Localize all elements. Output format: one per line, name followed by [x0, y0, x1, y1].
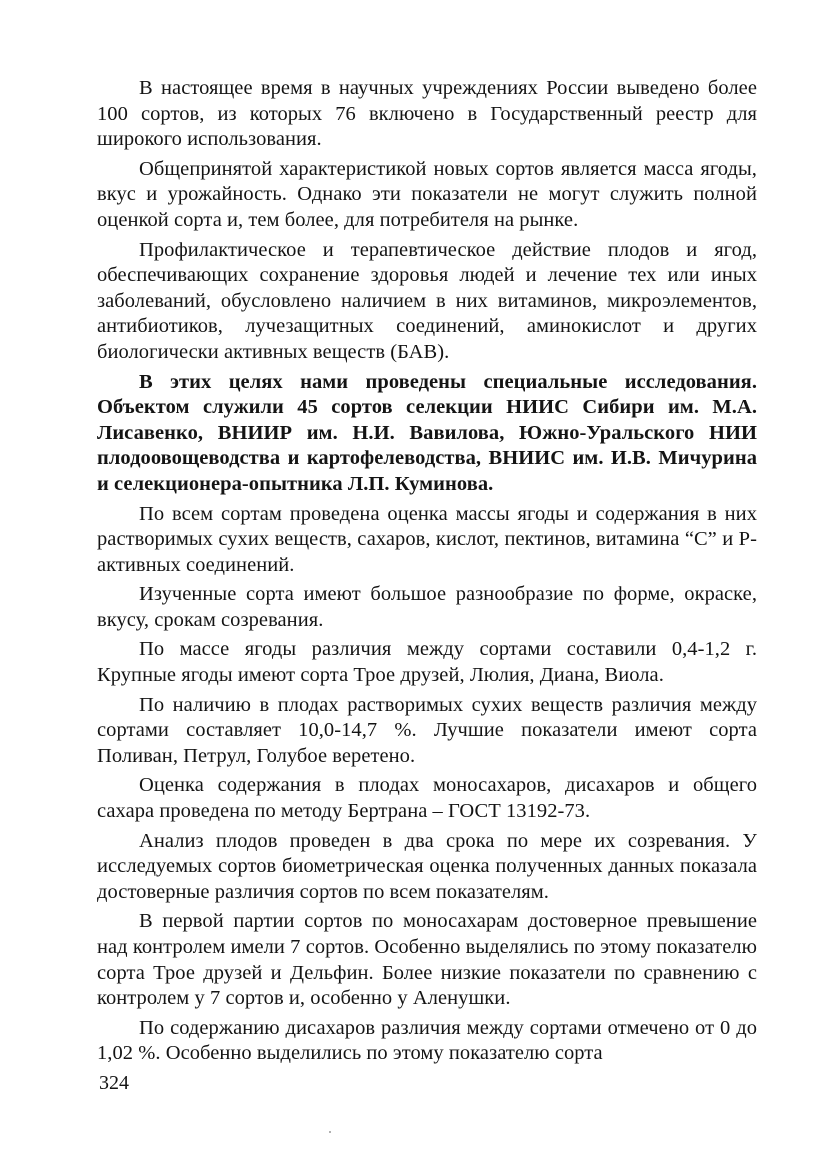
page-number: 324	[99, 1072, 129, 1094]
paragraph: Профилактическое и терапевтическое действие плодов и ягод, обеспечивающих сохранение здоровья людей и лечение тех или иных заболеваний, обусловлено наличием в них витаминов, микроэлементов, антибиотиков, лучезащитных соединений, аминокислот и других биологически активных веществ (БАВ).	[97, 238, 757, 363]
paragraph: По всем сортам проведена оценка массы ягоды и содержания в них растворимых сухих веществ, сахаров, кислот, пектинов, витамина “С” и Р-активных соединений.	[97, 502, 757, 576]
paragraph: По наличию в плодах растворимых сухих веществ различия между сортами составляет 10,0-14,7 %. Лучшие показатели имеют сорта Поливан, Петрул, Голубое веретено.	[97, 693, 757, 767]
paragraph: Изученные сорта имеют большое разнообразие по форме, окраске, вкусу, срокам созревания.	[97, 583, 757, 631]
paragraph: По содержанию дисахаров различия между сортами отмечено от 0 до 1,02 %. Особенно выделились по этому показателю сорта	[97, 1016, 757, 1065]
scan-speck	[329, 1131, 331, 1133]
paragraph: В настоящее время в научных учреждениях России выведено более 100 сортов, из которых 76 включено в Государственный реестр для широкого использования.	[97, 77, 757, 151]
paragraph: Оценка содержания в плодах моносахаров, дисахаров и общего сахара проведена по методу Бертрана – ГОСТ 13192-73.	[97, 774, 757, 823]
document-page	[97, 76, 757, 1071]
paragraph-bold: В этих целях нами проведены специальные исследования. Объектом служили 45 сортов селекции НИИС Сибири им. М.А. Лисавенко, ВНИИР им. Н.И. Вавилова, Южно-Уральского НИИ плодоовощеводства и картофелеводства, ВНИИС им. И.В. Мичурина и селекционера-опытника Л.П. Куминова.	[97, 370, 757, 495]
paragraph: В первой партии сортов по моносахарам достоверное превышение над контролем имели 7 сортов. Особенно выделялись по этому показателю сорта Трое друзей и Дельфин. Более низкие показатели по сравнению с контролем у 7 сортов и, особенно у Аленушки.	[97, 910, 757, 1010]
paragraph: По массе ягоды различия между сортами составили 0,4-1,2 г. Крупные ягоды имеют сорта Трое друзей, Люлия, Диана, Виола.	[97, 638, 757, 687]
paragraph: Общепринятой характеристикой новых сортов является масса ягоды, вкус и урожайность. Однако эти показатели не могут служить полной оценкой сорта и, тем более, для потребителя на рынке.	[97, 157, 757, 231]
paragraph: Анализ плодов проведен в два срока по мере их созревания. У исследуемых сортов биометрическая оценка полученных данных показала достоверные различия сортов по всем показателям.	[97, 829, 757, 903]
